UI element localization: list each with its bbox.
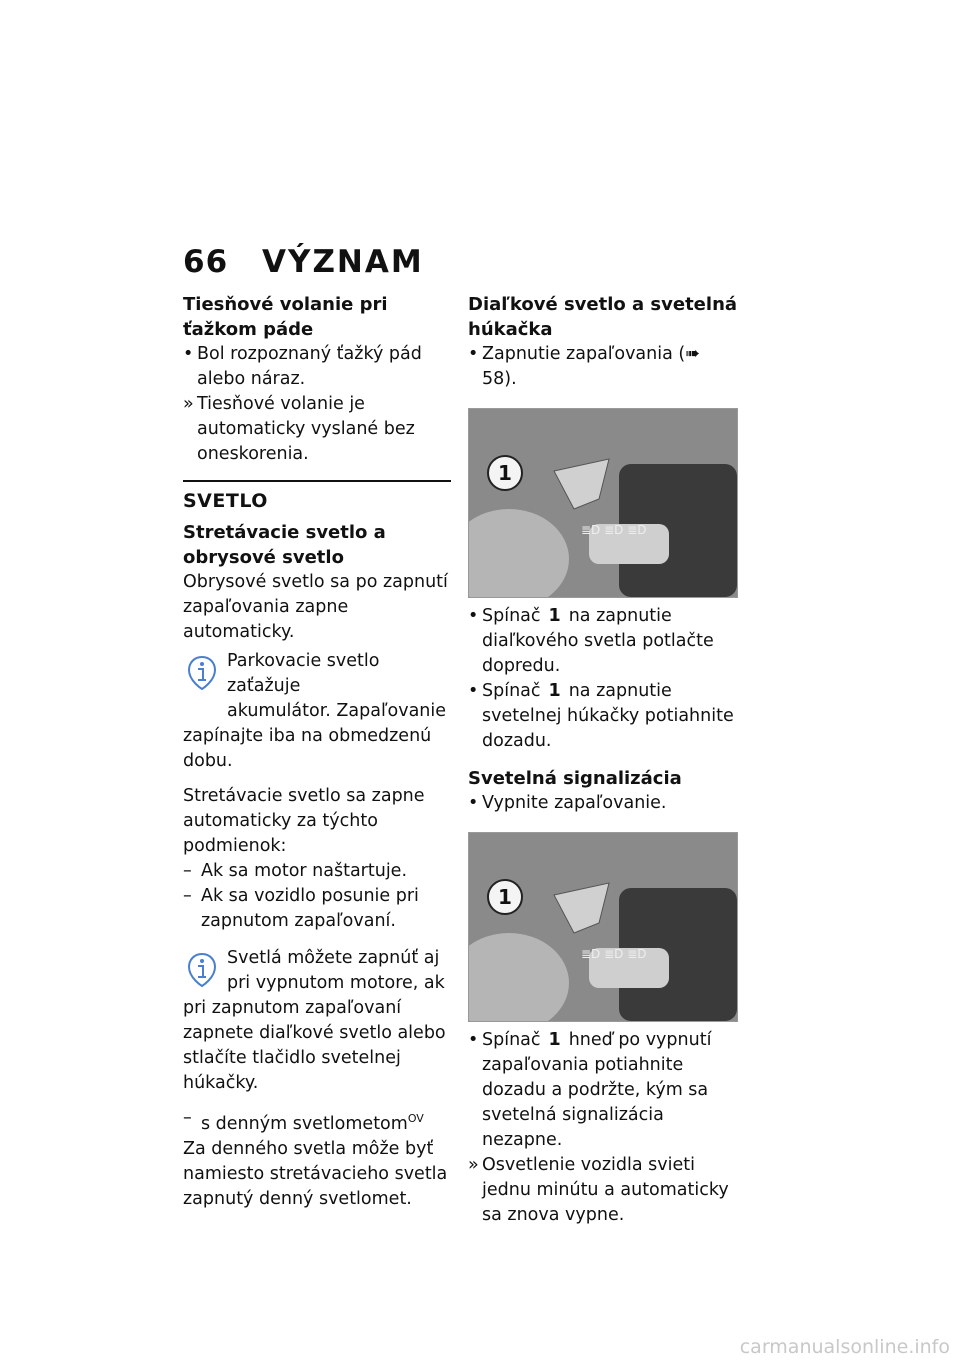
list-item: • Bol rozpoznaný ťažký pád alebo náraz.: [183, 344, 422, 389]
svg-text:≣D ≣D ≣D: ≣D ≣D ≣D: [581, 947, 647, 961]
paragraph: Za denného svetla môže byť namiesto stretávacieho svetla zapnutý denný svetlomet.: [183, 1138, 448, 1209]
section-divider: [183, 480, 451, 482]
right-column: [468, 292, 738, 1228]
info-icon: [187, 655, 217, 691]
list-item: • Zapnutie zapaľovania (➠ 58).: [468, 344, 700, 389]
result-item: » Tiesňové volanie je automaticky vyslané bez oneskorenia.: [183, 394, 415, 464]
callout-number: 1: [487, 455, 523, 491]
list-item: – Ak sa motor naštartuje.: [183, 861, 408, 881]
handlebar-switch-photo: [468, 832, 738, 1022]
switch-illustration: [469, 833, 737, 1021]
handlebar-switch-photo: [468, 408, 738, 598]
info-icon: [187, 952, 217, 988]
list-item: – s denným svetlometom$^{OV}$: [183, 1108, 424, 1134]
info-note: Parkovacie svetlo zaťažuje akumulátor. Zapaľovanie zapínajte iba na obmedzenú dobu.: [183, 651, 447, 771]
heading-headlight-flasher: Svetelná signalizácia: [468, 768, 682, 789]
paragraph: Stretávacie svetlo sa zapne automaticky za týchto podmienok:: [183, 786, 425, 856]
list-item: • Spínač 1 na zapnutie diaľkového svetla potlačte dopredu.: [468, 606, 714, 676]
result-item: » Osvetlenie vozidla svieti jednu minútu a automaticky sa znova vypne.: [468, 1155, 729, 1225]
paragraph: Obrysové svetlo sa po zapnutí zapaľovania zapne automaticky.: [183, 572, 448, 642]
heading-high-beam: Diaľkové svetlo a svetelná húkačka: [468, 294, 738, 340]
svg-text:≣D ≣D ≣D: ≣D ≣D ≣D: [581, 523, 647, 537]
watermark: carmanualsonline.info: [739, 1336, 950, 1358]
callout-number: 1: [487, 879, 523, 915]
switch-illustration: [469, 409, 737, 597]
list-item: • Vypnite zapaľovanie.: [468, 793, 667, 813]
list-item: • Spínač 1 hneď po vypnutí zapaľovania potiahnite dozadu a podržte, kým sa svetelná signalizácia nezapne.: [468, 1030, 712, 1150]
left-column: [183, 292, 453, 1212]
page-reference-arrow-icon: ➠: [685, 344, 700, 364]
chapter-title: VÝZNAM: [262, 244, 424, 280]
list-item: – Ak sa vozidlo posunie pri zapnutom zapaľovaní.: [183, 886, 419, 931]
heading-emergency-call: Tiesňové volanie pri ťažkom páde: [183, 294, 388, 340]
heading-light: SVETLO: [183, 490, 268, 512]
list-item: • Spínač 1 na zapnutie svetelnej húkačky potiahnite dozadu.: [468, 681, 734, 751]
heading-low-beam: Stretávacie svetlo a obrysové svetlo: [183, 522, 386, 568]
page-number: 66: [183, 244, 229, 280]
info-note: Svetlá môžete zapnúť aj pri vypnutom motore, ak pri zapnutom zapaľovaní zapnete diaľkové svetlo alebo stlačíte tlačidlo svetelnej húkačky.: [183, 948, 446, 1093]
